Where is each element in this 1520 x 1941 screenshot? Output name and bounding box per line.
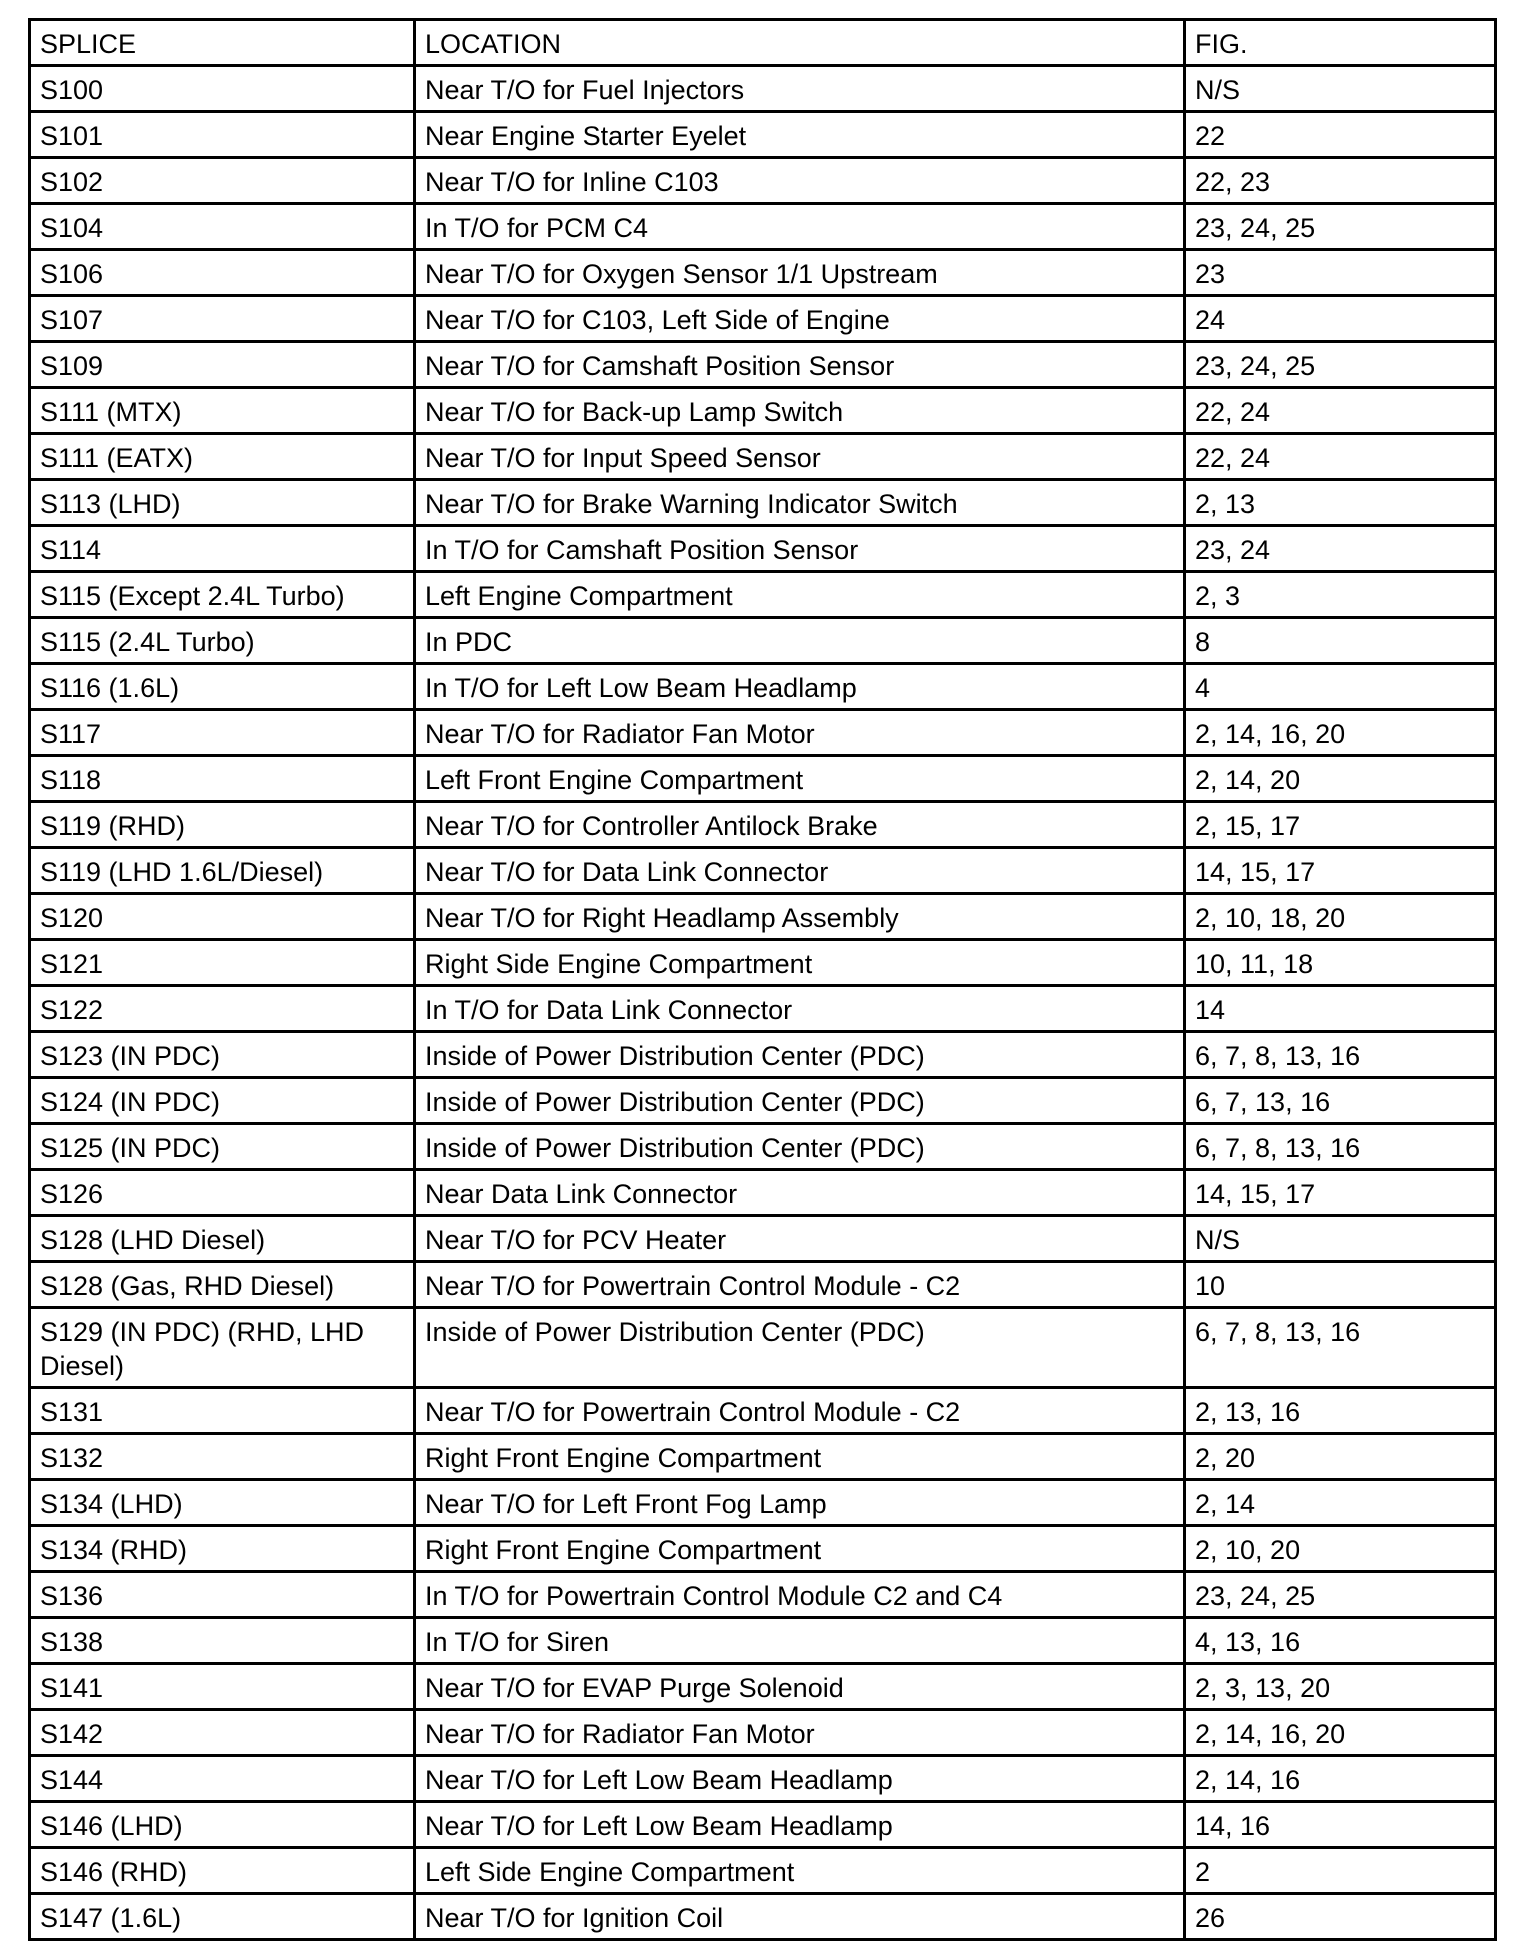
splice-cell: S101 <box>30 112 415 158</box>
table-body <box>30 66 1496 1940</box>
splice-cell: S115 (Except 2.4L Turbo) <box>30 572 415 618</box>
table-row <box>30 1710 1496 1756</box>
table-row <box>30 940 1496 986</box>
location-cell: Near T/O for Camshaft Position Sensor <box>415 342 1185 388</box>
fig-cell: 22 <box>1185 112 1496 158</box>
location-cell: Near T/O for C103, Left Side of Engine <box>415 296 1185 342</box>
splice-cell: S113 (LHD) <box>30 480 415 526</box>
splice-cell: S141 <box>30 1664 415 1710</box>
fig-cell: 4 <box>1185 664 1496 710</box>
table-row <box>30 1216 1496 1262</box>
location-cell: Near T/O for Controller Antilock Brake <box>415 802 1185 848</box>
location-cell: In T/O for Left Low Beam Headlamp <box>415 664 1185 710</box>
fig-cell: 2, 14 <box>1185 1480 1496 1526</box>
splice-cell: S124 (IN PDC) <box>30 1078 415 1124</box>
table-row <box>30 1262 1496 1308</box>
location-cell: Left Side Engine Compartment <box>415 1848 1185 1894</box>
location-cell: Inside of Power Distribution Center (PDC) <box>415 1308 1185 1388</box>
table-row <box>30 618 1496 664</box>
location-cell: In T/O for Camshaft Position Sensor <box>415 526 1185 572</box>
table-row <box>30 1802 1496 1848</box>
fig-cell: 10 <box>1185 1262 1496 1308</box>
fig-cell: 22, 23 <box>1185 158 1496 204</box>
table-row <box>30 756 1496 802</box>
fig-cell: N/S <box>1185 66 1496 112</box>
location-cell: Inside of Power Distribution Center (PDC) <box>415 1124 1185 1170</box>
location-cell: In T/O for PCM C4 <box>415 204 1185 250</box>
location-cell: Near T/O for Powertrain Control Module - C2 <box>415 1262 1185 1308</box>
location-cell: Near T/O for Ignition Coil <box>415 1894 1185 1940</box>
location-cell: Right Side Engine Compartment <box>415 940 1185 986</box>
splice-cell: S146 (RHD) <box>30 1848 415 1894</box>
table-row <box>30 848 1496 894</box>
table-row <box>30 66 1496 112</box>
location-cell: Near T/O for Back-up Lamp Switch <box>415 388 1185 434</box>
table-row <box>30 158 1496 204</box>
splice-cell: S111 (EATX) <box>30 434 415 480</box>
table-row <box>30 526 1496 572</box>
fig-cell: 22, 24 <box>1185 388 1496 434</box>
table-row <box>30 1848 1496 1894</box>
location-cell: Near T/O for EVAP Purge Solenoid <box>415 1664 1185 1710</box>
fig-cell: 14, 15, 17 <box>1185 1170 1496 1216</box>
table-row <box>30 894 1496 940</box>
table-row <box>30 1664 1496 1710</box>
splice-cell: S109 <box>30 342 415 388</box>
splice-cell: S104 <box>30 204 415 250</box>
location-cell: Near T/O for Brake Warning Indicator Switch <box>415 480 1185 526</box>
fig-cell: 2, 10, 18, 20 <box>1185 894 1496 940</box>
splice-cell: S106 <box>30 250 415 296</box>
fig-cell: 2, 14, 16 <box>1185 1756 1496 1802</box>
fig-cell: 2, 13, 16 <box>1185 1388 1496 1434</box>
table-row <box>30 1434 1496 1480</box>
fig-cell: 23, 24, 25 <box>1185 204 1496 250</box>
splice-cell: S128 (Gas, RHD Diesel) <box>30 1262 415 1308</box>
header-location: LOCATION <box>415 20 1185 66</box>
location-cell: Near T/O for Oxygen Sensor 1/1 Upstream <box>415 250 1185 296</box>
splice-cell: S119 (RHD) <box>30 802 415 848</box>
fig-cell: 2, 14, 16, 20 <box>1185 1710 1496 1756</box>
location-cell: In T/O for Powertrain Control Module C2 and C4 <box>415 1572 1185 1618</box>
table-row <box>30 1756 1496 1802</box>
location-cell: Near Data Link Connector <box>415 1170 1185 1216</box>
splice-cell: S114 <box>30 526 415 572</box>
fig-cell: 2, 10, 20 <box>1185 1526 1496 1572</box>
location-cell: Near T/O for Fuel Injectors <box>415 66 1185 112</box>
table-row <box>30 434 1496 480</box>
table-row <box>30 388 1496 434</box>
location-cell: Near T/O for Inline C103 <box>415 158 1185 204</box>
table-row <box>30 1308 1496 1388</box>
splice-cell: S118 <box>30 756 415 802</box>
fig-cell: 2, 14, 20 <box>1185 756 1496 802</box>
location-cell: Near T/O for Input Speed Sensor <box>415 434 1185 480</box>
location-cell: Near T/O for Right Headlamp Assembly <box>415 894 1185 940</box>
location-cell: Inside of Power Distribution Center (PDC) <box>415 1078 1185 1124</box>
fig-cell: 26 <box>1185 1894 1496 1940</box>
splice-cell: S138 <box>30 1618 415 1664</box>
table-row <box>30 1894 1496 1940</box>
splice-cell: S144 <box>30 1756 415 1802</box>
fig-cell: 2, 14, 16, 20 <box>1185 710 1496 756</box>
header-fig: FIG. <box>1185 20 1496 66</box>
table-row <box>30 112 1496 158</box>
fig-cell: 23, 24 <box>1185 526 1496 572</box>
table-row <box>30 1572 1496 1618</box>
fig-cell: 22, 24 <box>1185 434 1496 480</box>
location-cell: Left Front Engine Compartment <box>415 756 1185 802</box>
table-row <box>30 1078 1496 1124</box>
location-cell: In T/O for Siren <box>415 1618 1185 1664</box>
table-row <box>30 342 1496 388</box>
splice-cell: S116 (1.6L) <box>30 664 415 710</box>
location-cell: Near T/O for Left Front Fog Lamp <box>415 1480 1185 1526</box>
fig-cell: 14, 15, 17 <box>1185 848 1496 894</box>
splice-cell: S107 <box>30 296 415 342</box>
splice-cell: S115 (2.4L Turbo) <box>30 618 415 664</box>
fig-cell: 2, 3, 13, 20 <box>1185 1664 1496 1710</box>
fig-cell: 2, 13 <box>1185 480 1496 526</box>
location-cell: Near T/O for Radiator Fan Motor <box>415 1710 1185 1756</box>
fig-cell: 23, 24, 25 <box>1185 1572 1496 1618</box>
splice-cell: S136 <box>30 1572 415 1618</box>
splice-cell: S129 (IN PDC) (RHD, LHD Diesel) <box>30 1308 415 1388</box>
fig-cell: 14 <box>1185 986 1496 1032</box>
table-row <box>30 664 1496 710</box>
splice-cell: S134 (LHD) <box>30 1480 415 1526</box>
table-row <box>30 1170 1496 1216</box>
fig-cell: 2, 20 <box>1185 1434 1496 1480</box>
fig-cell: 14, 16 <box>1185 1802 1496 1848</box>
table-row <box>30 250 1496 296</box>
location-cell: In T/O for Data Link Connector <box>415 986 1185 1032</box>
splice-cell: S102 <box>30 158 415 204</box>
fig-cell: 2, 15, 17 <box>1185 802 1496 848</box>
splice-cell: S125 (IN PDC) <box>30 1124 415 1170</box>
splice-cell: S131 <box>30 1388 415 1434</box>
table-row <box>30 1388 1496 1434</box>
location-cell: Right Front Engine Compartment <box>415 1434 1185 1480</box>
fig-cell: 2 <box>1185 1848 1496 1894</box>
location-cell: Near T/O for Left Low Beam Headlamp <box>415 1802 1185 1848</box>
table-row <box>30 480 1496 526</box>
table-row <box>30 1618 1496 1664</box>
splice-cell: S100 <box>30 66 415 112</box>
fig-cell: 10, 11, 18 <box>1185 940 1496 986</box>
splice-cell: S122 <box>30 986 415 1032</box>
splice-cell: S123 (IN PDC) <box>30 1032 415 1078</box>
header-splice: SPLICE <box>30 20 415 66</box>
splice-location-table <box>28 18 1497 1941</box>
table-row <box>30 986 1496 1032</box>
splice-cell: S111 (MTX) <box>30 388 415 434</box>
fig-cell: 23, 24, 25 <box>1185 342 1496 388</box>
fig-cell: 23 <box>1185 250 1496 296</box>
fig-cell: 2, 3 <box>1185 572 1496 618</box>
splice-cell: S132 <box>30 1434 415 1480</box>
splice-cell: S142 <box>30 1710 415 1756</box>
table-row <box>30 1124 1496 1170</box>
location-cell: Near T/O for PCV Heater <box>415 1216 1185 1262</box>
location-cell: In PDC <box>415 618 1185 664</box>
fig-cell: 6, 7, 8, 13, 16 <box>1185 1308 1496 1388</box>
location-cell: Left Engine Compartment <box>415 572 1185 618</box>
table-row <box>30 204 1496 250</box>
location-cell: Near T/O for Data Link Connector <box>415 848 1185 894</box>
location-cell: Inside of Power Distribution Center (PDC) <box>415 1032 1185 1078</box>
table-row <box>30 1526 1496 1572</box>
fig-cell: 8 <box>1185 618 1496 664</box>
splice-cell: S121 <box>30 940 415 986</box>
splice-cell: S126 <box>30 1170 415 1216</box>
fig-cell: N/S <box>1185 1216 1496 1262</box>
location-cell: Near T/O for Radiator Fan Motor <box>415 710 1185 756</box>
table-row <box>30 1480 1496 1526</box>
fig-cell: 6, 7, 8, 13, 16 <box>1185 1124 1496 1170</box>
fig-cell: 4, 13, 16 <box>1185 1618 1496 1664</box>
splice-cell: S128 (LHD Diesel) <box>30 1216 415 1262</box>
header-row <box>30 20 1496 66</box>
splice-cell: S119 (LHD 1.6L/Diesel) <box>30 848 415 894</box>
location-cell: Right Front Engine Compartment <box>415 1526 1185 1572</box>
table-row <box>30 1032 1496 1078</box>
splice-cell: S147 (1.6L) <box>30 1894 415 1940</box>
location-cell: Near T/O for Left Low Beam Headlamp <box>415 1756 1185 1802</box>
splice-cell: S146 (LHD) <box>30 1802 415 1848</box>
splice-cell: S117 <box>30 710 415 756</box>
table-row <box>30 572 1496 618</box>
location-cell: Near Engine Starter Eyelet <box>415 112 1185 158</box>
table-row <box>30 802 1496 848</box>
table-row <box>30 296 1496 342</box>
fig-cell: 24 <box>1185 296 1496 342</box>
splice-cell: S134 (RHD) <box>30 1526 415 1572</box>
fig-cell: 6, 7, 13, 16 <box>1185 1078 1496 1124</box>
table-row <box>30 710 1496 756</box>
fig-cell: 6, 7, 8, 13, 16 <box>1185 1032 1496 1078</box>
splice-cell: S120 <box>30 894 415 940</box>
location-cell: Near T/O for Powertrain Control Module - C2 <box>415 1388 1185 1434</box>
